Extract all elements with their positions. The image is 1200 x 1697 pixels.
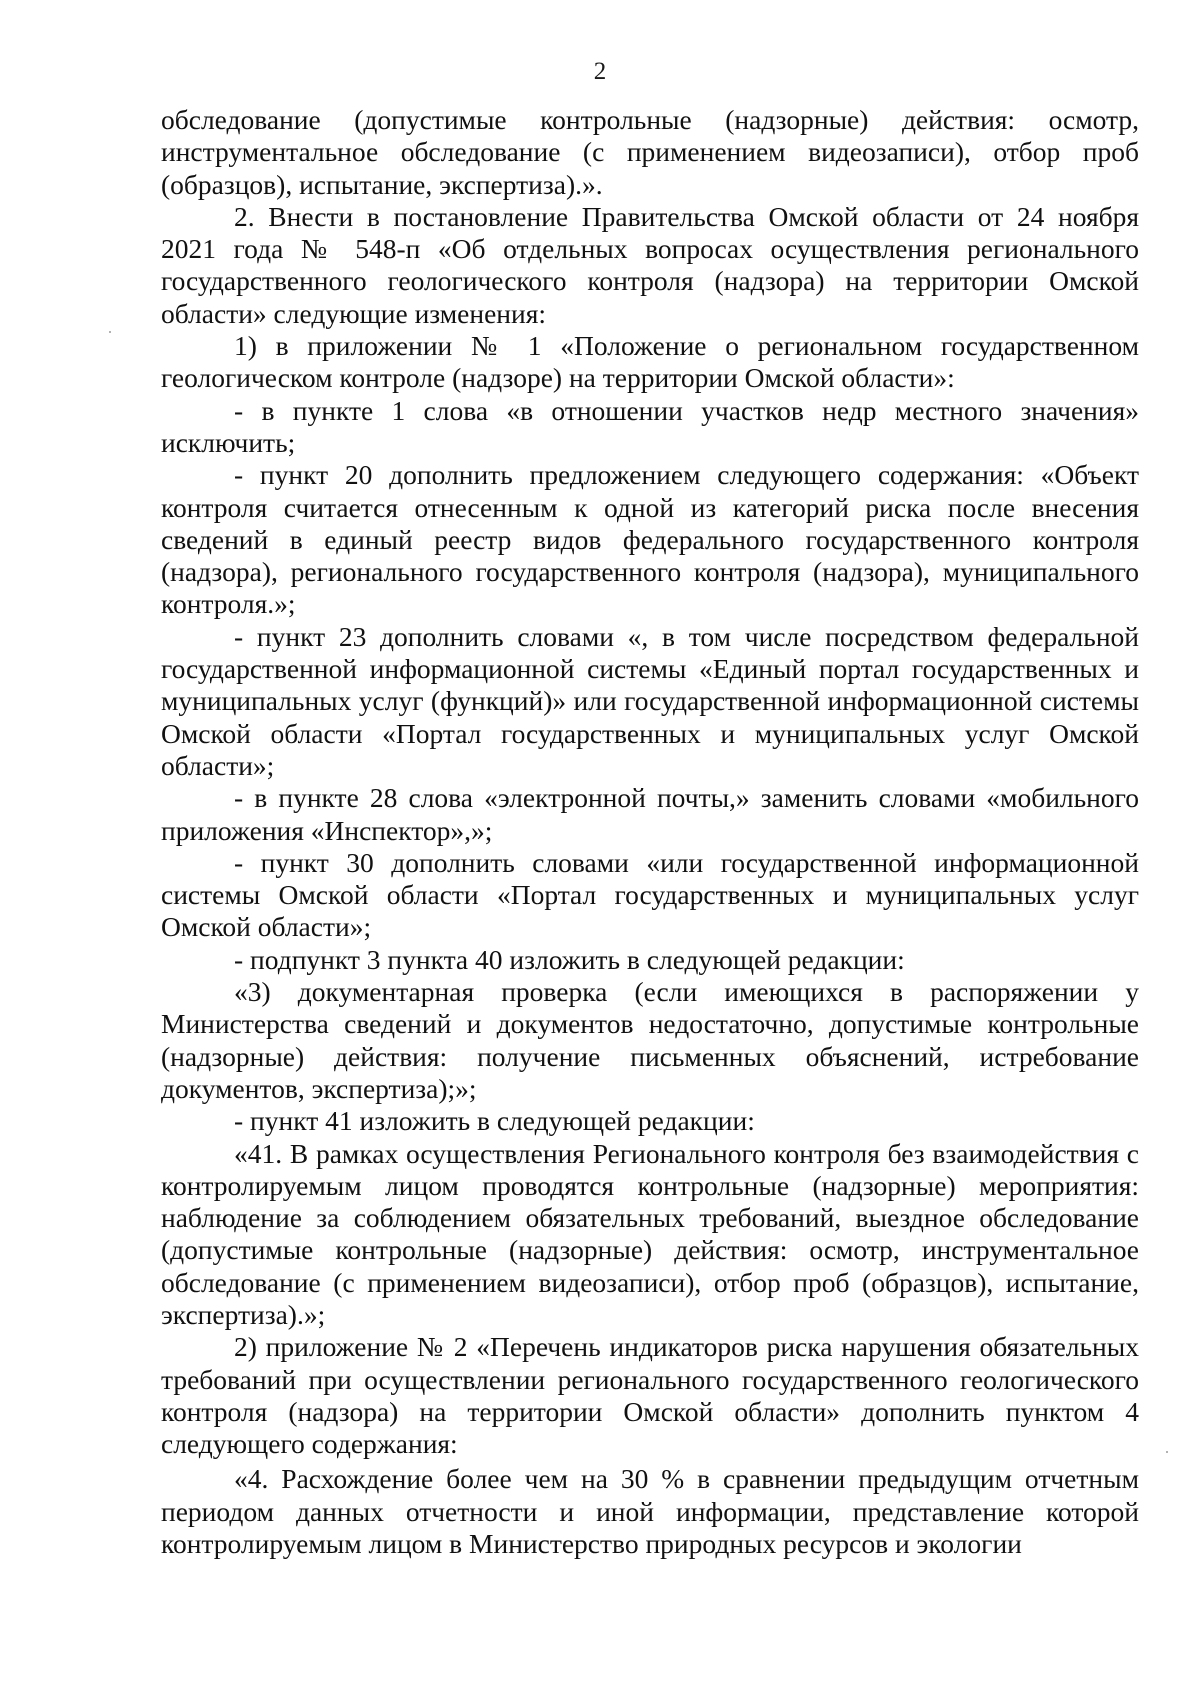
paragraph-new-subpoint-3: «3) документарная проверка (если имеющихся в распоряжении у Министерства сведений и документов недостаточно, допустимые контрольные (надзорные) действия: получение письменных объяснений, истребование документов, экспертиза);»; [161,976,1139,1104]
paragraph-change-point-28: - в пункте 28 слова «электронной почты,» заменить словами «мобильного приложения «Инспектор»,»; [161,782,1139,846]
paragraph-change-point-40: - подпункт 3 пункта 40 изложить в следующей редакции: [234,943,905,975]
paragraph-new-point-4: «4. Расхождение более чем на 30 % в сравнении предыдущим отчетным периодом данных отчетности и иной информации, представление которой контролируемым лицом в Министерство природных ресурсов и экологии [161,1463,1139,1560]
paragraph-item-2: 2. Внести в постановление Правительства Омской области от 24 ноября 2021 года № 548-п «Об отдельных вопросах осуществления регионального государственного геологического контроля (надзора) на территории Омской области» следующие изменения: [161,200,1139,329]
document-body [161,104,1139,1560]
paragraph-change-point-23: - пункт 23 дополнить словами «, в том числе посредством федеральной государственной информационной системы «Единый портал государственных и муниципальных услуг (функций)» или государственной информационной системы Омской области «Портал государственных и муниципальных услуг Омской области»; [161,620,1139,781]
paragraph-change-point-20: - пункт 20 дополнить предложением следующего содержания: «Объект контроля считается отнесенным к одной из категорий риска после внесения сведений в единый реестр видов федерального государственного контроля (надзора), регионального государственного контроля (надзора), муниципального контроля.»; [161,459,1139,620]
paragraph-change-point-1: - в пункте 1 слова «в отношении участков недр местного значения» исключить; [161,394,1139,458]
scan-speck [109,331,111,333]
paragraph-new-point-41: «41. В рамках осуществления Регионального контроля без взаимодействия с контролируемым лицом проводятся контрольные (надзорные) мероприятия: наблюдение за соблюдением обязательных требований, выездное обследование (допустимые контрольные (надзорные) действия: осмотр, инструментальное обследование (с применением видеозаписи), отбор проб (образцов), испытание, экспертиза).»; [161,1137,1139,1330]
scan-speck [1166,1451,1168,1453]
paragraph-change-point-41: - пункт 41 изложить в следующей редакции: [234,1105,755,1137]
paragraph-subitem-2: 2) приложение № 2 «Перечень индикаторов риска нарушения обязательных требований при осуществлении регионального государственного геологического контроля (надзора) на территории Омской области» дополнить пунктом 4 следующего содержания: [161,1331,1139,1460]
paragraph-change-point-30: - пункт 30 дополнить словами «или государственной информационной системы Омской области «Портал государственных и муниципальных услуг Омской области»; [161,846,1139,943]
paragraph-subitem-1: 1) в приложении № 1 «Положение о региональном государственном геологическом контроле (надзоре) на территории Омской области»: [161,330,1139,394]
page-number: 2 [593,58,607,85]
paragraph-continuation: обследование (допустимые контрольные (надзорные) действия: осмотр, инструментальное обследование (с применением видеозаписи), отбор проб (образцов), испытание, экспертиза).». [161,104,1139,200]
